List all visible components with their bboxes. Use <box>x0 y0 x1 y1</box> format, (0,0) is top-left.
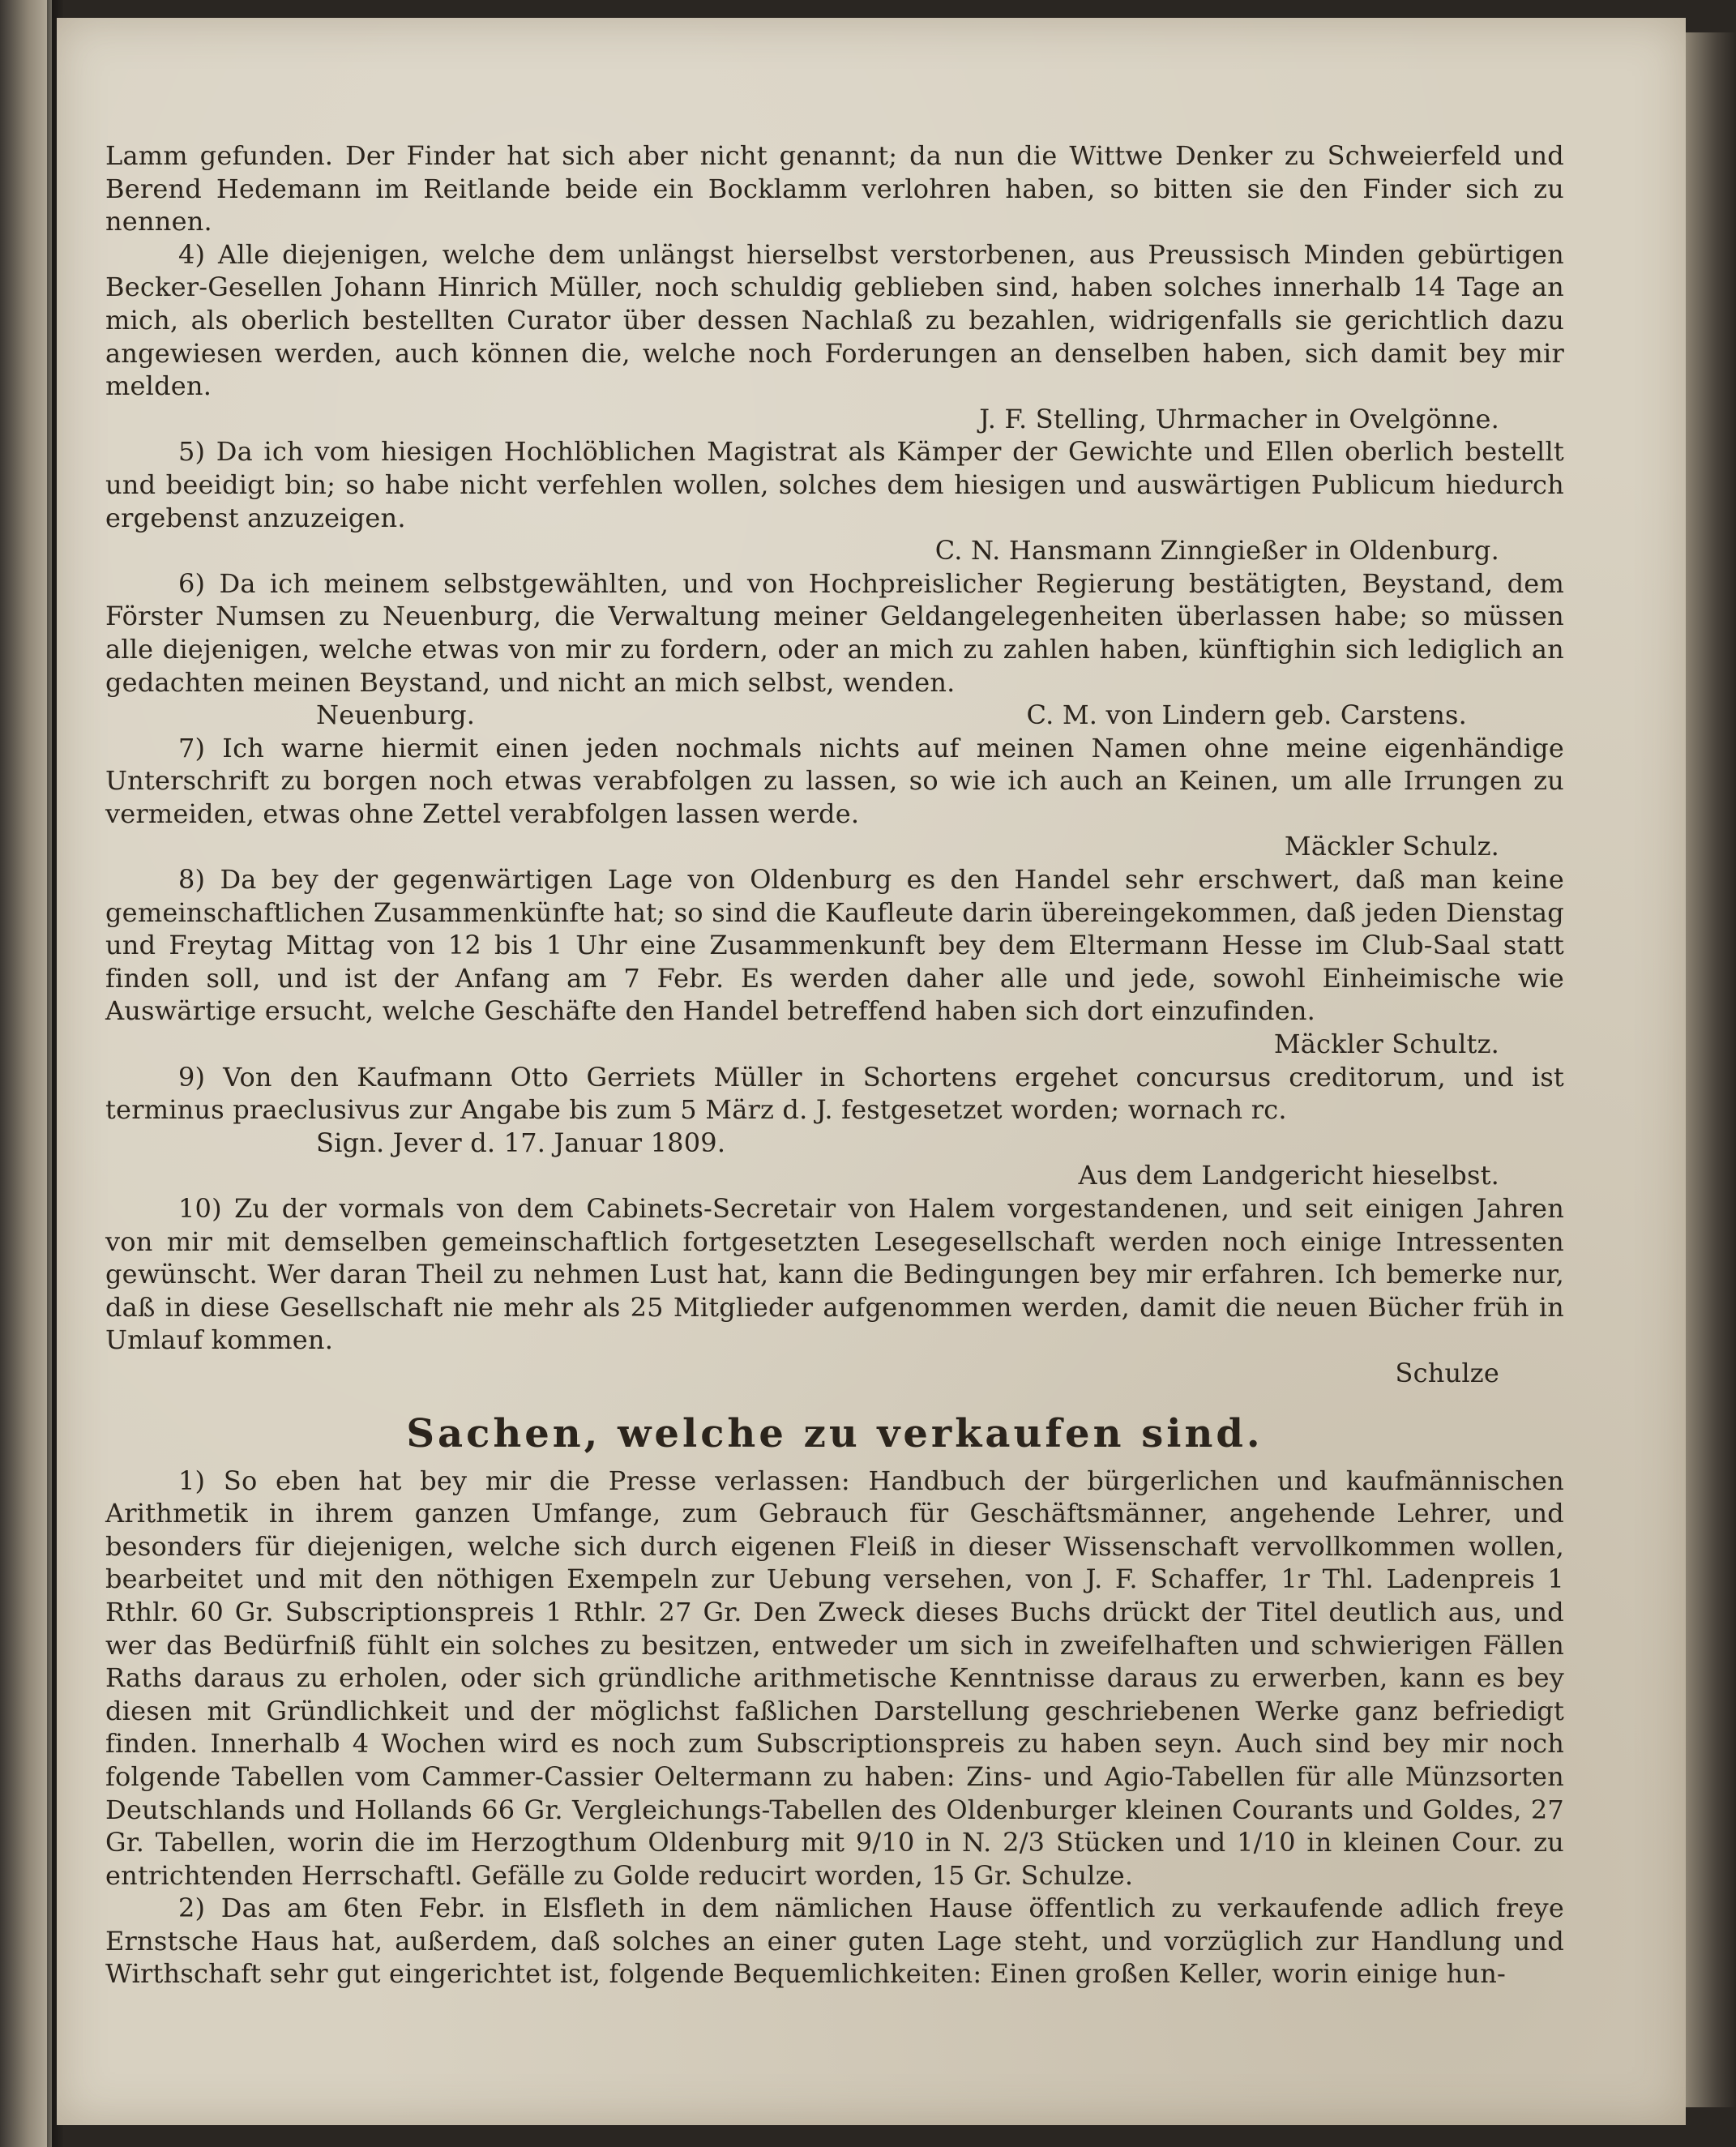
sale-item-2: 2) Das am 6ten Febr. in Elsfleth in dem nämlichen Hause öffentlich zu verkaufende adlich freye Ernstsche Haus hat, außerdem, daß solches an einer guten Lage steht, und vorzüglich zur Handlung und Wirthschaft sehr gut eingerichtet ist, folgende Bequemlichkeiten: Einen großen Keller, worin einige hun- <box>105 1893 1564 1990</box>
notice-9: 9) Von den Kaufmann Otto Gerriets Müller in Schortens ergehet concursus creditorum, und ist terminus praeclusivus zur Angabe bis zum 5 März d. J. festgesetzet worden; wornach rc. <box>105 1061 1564 1126</box>
notice-5: 5) Da ich vom hiesigen Hochlöblichen Magistrat als Kämper der Gewichte und Ellen oberlich bestellt und beeidigt bin; so habe nicht verfehlen wollen, solches dem hiesigen und auswärtigen Publicum hiedurch ergebenst anzuzeigen. <box>105 436 1564 533</box>
sale-item-1: 1) So eben hat bey mir die Presse verlassen: Handbuch der bürgerlichen und kaufmännischen Arithmetik in ihrem ganzen Umfange, zum Gebrauch für Geschäftsmänner, angehende Lehrer, und besonders für diejenigen, welche sich durch eigenen Fleiß in dieser Wissenschaft vervollkommen wollen, bearbeitet und mit den nöthigen Exempeln zur Uebung versehen, von J. F. Schaffer, 1r Thl. Ladenpreis 1 Rthlr. 60 Gr. Subscriptionspreis 1 Rthlr. 27 Gr. Den Zweck dieses Buchs drückt der Titel deutlich aus, und wer das Bedürfniß fühlt ein solches zu besitzen, entweder um sich in zweifelhaften und schwierigen Fällen Raths daraus zu erholen, oder sich gründliche arithmetische Kenntnisse daraus zu erwerben, kann es bey diesen mit Gründlichkeit und der möglichst faßlichen Darstellung geschriebenen Werke ganz befriedigt finden. Innerhalb 4 Wochen wird es noch zum Subscriptionspreis zu haben seyn. Auch sind bey mir noch folgende Tabellen vom Cammer-Cassier Oeltermann zu haben: Zins- und Agio-Tabellen für alle Münzsorten Deutschlands und Hollands 66 Gr. Vergleichungs-Tabellen des Oldenburger kleinen Courants und Goldes, 27 Gr. Tabellen, worin die im Herzogthum Oldenburg mit 9/10 in N. 2/3 Stücken und 1/10 in kleinen Cour. zu entrichtenden Herrschaftl. Gefälle zu Golde reducirt worden, 15 Gr. Schulze. <box>105 1465 1564 1891</box>
newspaper-page <box>57 18 1686 2125</box>
notice-9-signature: Aus dem Landgericht hieselbst. <box>1078 1160 1499 1191</box>
notice-10: 10) Zu der vormals von dem Cabinets-Secretair von Halem vorgestandenen, und seit einigen Jahren von mir mit demselben gemeinschaftlich fortgesetzten Lesegesellschaft werden noch einige Intressenten gewünscht. Wer daran Theil zu nehmen Lust hat, kann die Bedingungen bey mir erfahren. Ich bemerke nur, daß in diese Gesellschaft nie mehr als 25 Mitglieder aufgenommen werden, damit die neuen Bücher früh in Umlauf kommen. <box>105 1193 1564 1356</box>
right-page-edge <box>1686 32 1736 2107</box>
text-block <box>105 139 1564 1991</box>
notice-4-signature: J. F. Stelling, Uhrmacher in Ovelgönne. <box>979 403 1499 434</box>
notice-7-signature: Mäckler Schulz. <box>1284 831 1499 862</box>
notice-5-signature: C. N. Hansmann Zinngießer in Oldenburg. <box>934 535 1499 567</box>
section-heading: Sachen, welche zu verkaufen sind. <box>406 1410 1264 1456</box>
left-page-edge <box>0 0 52 2147</box>
notice-6-footer <box>105 699 1564 732</box>
notice-8: 8) Da bey der gegenwärtigen Lage von Oldenburg es den Handel sehr erschwert, daß man keine gemeinschaftlichen Zusammenkünfte hat; so sind die Kaufleute darin übereingekommen, daß jeden Dienstag und Freytag Mittag von 12 bis 1 Uhr eine Zusammenkunft bey dem Eltermann Hesse im Club-Saal statt finden soll, und ist der Anfang am 7 Febr. Es werden daher alle und jede, sowohl Einheimische wie Auswärtige ersucht, welche Geschäfte den Handel betreffend haben sich dort einzufinden. <box>105 864 1564 1027</box>
notice-7: 7) Ich warne hiermit einen jeden nochmals nichts auf meinen Namen ohne meine eigenhändige Unterschrift zu borgen noch etwas verabfolgen zu lassen, so wie ich auch an Keinen, um alle Irrungen zu vermeiden, etwas ohne Zettel verabfolgen lassen werde. <box>105 732 1564 829</box>
notice-4: 4) Alle diejenigen, welche dem unlängst hierselbst verstorbenen, aus Preussisch Minden gebürtigen Becker-Gesellen Johann Hinrich Müller, noch schuldig geblieben sind, haben solches innerhalb 14 Tage an mich, als oberlich bestellten Curator über dessen Nachlaß zu bezahlen, widrigenfalls sie gerichtlich dazu angewiesen werden, auch können die, welche noch Forderungen an denselben haben, sich damit bey mir melden. <box>105 238 1564 402</box>
notice-6-signature: C. M. von Lindern geb. Carstens. <box>1026 699 1467 731</box>
notice-9-place: Sign. Jever d. 17. Januar 1809. <box>316 1127 726 1158</box>
notice-10-signature: Schulze <box>1395 1357 1499 1388</box>
notice-0: Lamm gefunden. Der Finder hat sich aber nicht genannt; da nun die Wittwe Denker zu Schweierfeld und Berend Hedemann im Reitlande beide ein Bocklamm verlohren haben, so bitten sie den Finder sich zu nennen. <box>105 140 1564 237</box>
notice-6: 6) Da ich meinem selbstgewählten, und von Hochpreislicher Regierung bestätigten, Beystand, dem Förster Numsen zu Neuenburg, die Verwaltung meiner Geldangelegenheiten überlassen habe; so müssen alle diejenigen, welche etwas von mir zu fordern, oder an mich zu zahlen haben, künftighin sich lediglich an gedachten meinen Beystand, und nicht an mich selbst, wenden. <box>105 567 1564 698</box>
notice-8-signature: Mäckler Schultz. <box>1273 1029 1499 1060</box>
notice-6-place: Neuenburg. <box>316 699 476 731</box>
